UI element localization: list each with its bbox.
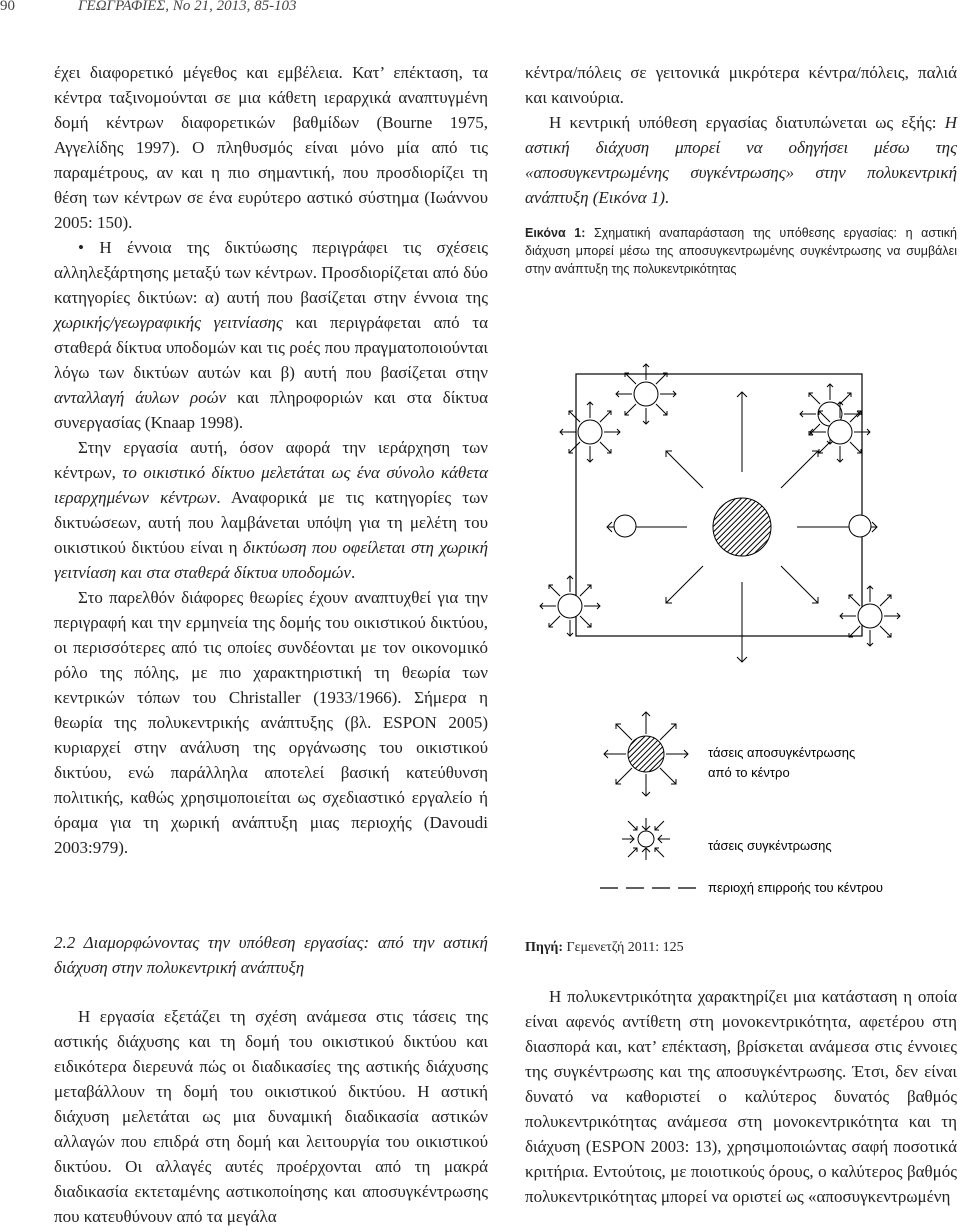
right-column-bottom: [525, 984, 957, 1209]
right-column-top: [525, 60, 957, 278]
satellite-center-icon: [810, 402, 870, 462]
legend-label: τάσεις αποσυγκέντρωσης: [708, 745, 856, 760]
legend-influence-area: [600, 880, 883, 895]
satellite-center-icon: [540, 576, 600, 636]
paragraph: Η κεντρική υπόθεση εργασίας διατυπώνεται ως εξής: Η αστική διάχυση μπορεί να οδηγήσει μέσω της «αποσυγκεντρωμένης συγκέντρωσης» στην πολυκεντρική ανάπτυξη (Εικόνα 1).: [525, 113, 957, 207]
satellite-center-icon: [560, 402, 620, 462]
left-column-bottom: [54, 930, 488, 1229]
figure-caption: Εικόνα 1: Σχηματική αναπαράσταση της υπόθεσης εργασίας: η αστική διάχυση μπορεί μέσω της αποσυγκεντρωμένης συγκέντρωσης να συμβάλει στην ανάπτυξη της πολυκεντρικότητας: [525, 226, 957, 276]
paragraph: Στην εργασία αυτή, όσον αφορά την ιεράρχηση των κέντρων, το οικιστικό δίκτυο μελετάται ως ένα σύνολο κάθετα ιεραρχημένων κέντρων. Αναφορικά με τις κατηγορίες των δικτυώσεων, αυτή που λαμβάνεται υπόψη για τη μελέτη του οικιστικού δικτύου είναι η δικτύωση που οφείλεται στη χωρική γειτνίαση και στα σταθερά δίκτυα υποδομών.: [54, 438, 489, 582]
paragraph: έχει διαφορετικό μέγεθος και εμβέλεια. Κατ’ επέκταση, τα κέντρα ταξινομούνται σε μια κάθετη ιεραρχικά αναπτυγμένη δομή κέντρων διαφορετικών βαθμίδων (Bourne 1975, Αγγελίδης 1997). Ο πληθυσμός είναι μόνο μία από τις παραμέτρους, αν και η πιο σημαντική, που προσδιορίζει τη θέση των κέντρων σε ένα ευρύτερο αστικό σύστημα (Ιωάννου 2005: 150).: [54, 63, 488, 232]
legend-label: από το κέντρο: [708, 765, 790, 780]
paragraph: Στο παρελθόν διάφορες θεωρίες έχουν αναπτυχθεί για την περιγραφή και την ερμηνεία της δομής του οικιστικού δικτύου, οι περισσότερες από τις οποίες συνδέονται με τον οικονομικό ρόλο της πόλης, με πιο χαρακτηριστική τη θεωρία των κεντρικών τόπων του Christaller (1933/1966). Σήμερα η θεωρία της πολυκεντρικής ανάπτυξης (βλ. ESPON 2005) κυριαρχεί στην ανάλυση της οργάνωσης του οικιστικού δικτύου, ενώ παράλληλα αποτελεί βασική κατεύθυνση πολιτικής, καθώς χρησιμοποιείται ως σχεδιαστικό εργαλείο ή όραμα για τη χωρική ανάπτυξη μιας περιοχής (Davoudi 2003:979).: [54, 588, 488, 857]
legend-decentralization: [604, 712, 855, 796]
left-column-top: [54, 60, 488, 860]
legend-label: περιοχή επιρροής του κέντρου: [708, 880, 883, 895]
page-number: 90: [0, 0, 15, 14]
small-center-icon: [849, 515, 871, 537]
satellite-center-icon: [616, 364, 676, 424]
figure-diagram: [510, 350, 940, 910]
running-header: [0, 0, 960, 22]
figure-source: Πηγή: Γεμενετζή 2011: 125: [525, 940, 684, 955]
paragraph: Η πολυκεντρικότητα χαρακτηρίζει μια κατάσταση η οποία είναι αφενός αντίθετη στη μονοκεντρικότητα, αφετέρου στη διασπορά και, κατ’ επέκταση, βρίσκεται ανάμεσα στις έννοιες της συγκέντρωσης και της αποσυγκέντρωσης. Έτσι, δεν είναι δυνατό να καθοριστεί ο καλύτερος δυνατός βαθμός πολυκεντρικότητας ανάμεσα στη μονοκεντρικότητα και τη διάχυση (ESPON 2003: 13), χρησιμοποιώντας σαφή ποσοτικά κριτήρια. Εντούτοις, με ποιοτικούς όρους, ο καλύτερος βαθμός πολυκεντρικότητας μπορεί να οριστεί ως «αποσυγκεντρωμένη: [525, 987, 957, 1206]
small-center-icon: [614, 515, 636, 537]
section-heading: 2.2 Διαμορφώνοντας την υπόθεση εργασίας: από την αστική διάχυση στην πολυκεντρική ανάπτυξη: [54, 933, 488, 977]
paragraph: Η εργασία εξετάζει τη σχέση ανάμεσα στις τάσεις της αστικής διάχυσης και τη δομή του οικιστικού δικτύου και ειδικότερα διερευνά πώς οι διαδικασίες της αστικής διάχυσης μεταβάλλουν τη δομή του οικιστικού δικτύου. Η αστική διάχυση μελετάται ως μια δυναμική διαδικασία αστικών αλλαγών που επιδρά στη δομή και λειτουργία του οικιστικού δικτύου. Οι αλλαγές αυτές προέρχονται από τη μακρά διαδικασία εκτεταμένης αστικοποίησης και αποσυγκέντρωσης που κατευθύνουν από τα μεγάλα: [54, 1007, 488, 1226]
satellite-center-icon: [840, 586, 900, 646]
bullet-paragraph: • Η έννοια της δικτύωσης περιγράφει τις σχέσεις αλληλεξάρτησης μεταξύ των κέντρων. Προσδιορίζεται από δύο κατηγορίες δικτύων: α) αυτή που βασίζεται στην έννοια της χωρικής/γεωγραφικής γειτνίασης και περιγράφεται από τα σταθερά δίκτυα υποδομών και τις ροές που πραγματοποιούνται λόγω των δικτύων αυτών και β) αυτή που βασίζεται στην ανταλλαγή άυλων ροών και πληροφοριών και στα δίκτυα συνεργασίας (Knaap 1998).: [54, 238, 488, 432]
paragraph: κέντρα/πόλεις σε γειτονικά μικρότερα κέντρα/πόλεις, παλιά και καινούρια.: [525, 63, 957, 107]
legend-concentration: [622, 818, 832, 860]
legend-label: τάσεις συγκέντρωσης: [708, 838, 832, 853]
journal-citation: ΓΕΩΓΡΑΦΙΕΣ, Νο 21, 2013, 85-103: [78, 0, 297, 14]
